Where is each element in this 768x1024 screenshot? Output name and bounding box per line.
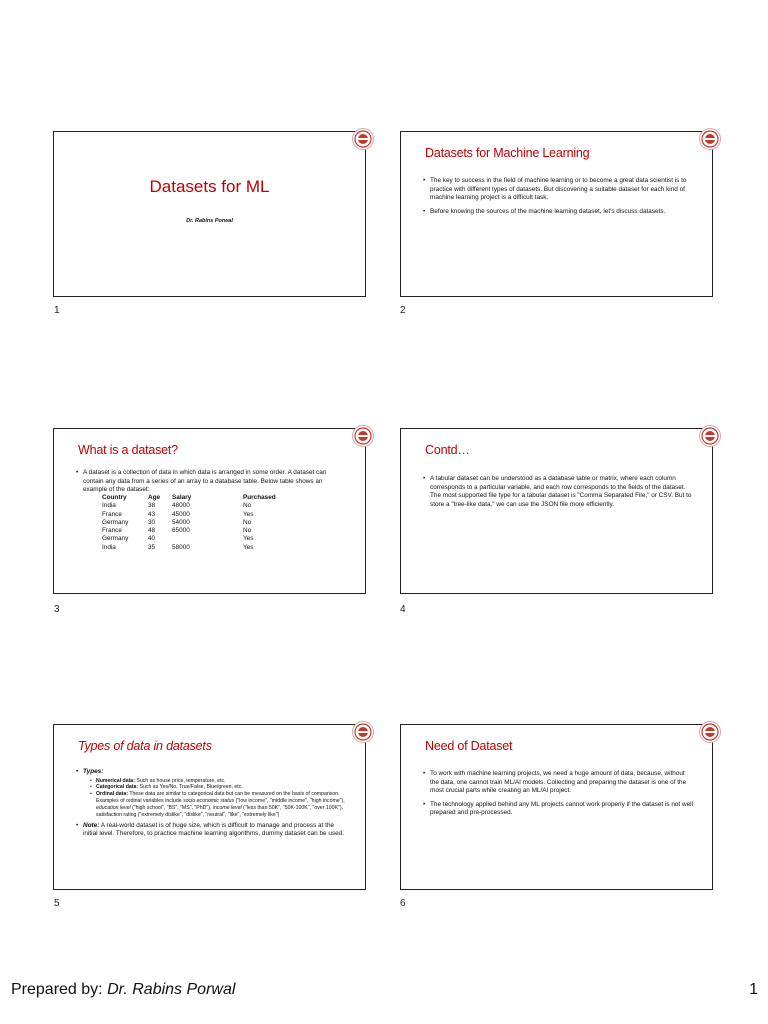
slide-number: 4: [400, 604, 406, 615]
table-cell: Germany: [102, 518, 129, 526]
slide-number: 6: [400, 898, 406, 909]
table-cell: 43: [148, 510, 156, 518]
page-footer: [11, 981, 235, 999]
university-logo-icon: [352, 128, 374, 150]
sub-bullet-item: [83, 778, 347, 785]
slide-4: [400, 428, 713, 594]
table-cell: 48000: [172, 502, 190, 510]
slide-number: 2: [400, 305, 406, 316]
table-cell: India: [102, 502, 116, 510]
table-cell: Germany: [102, 535, 129, 543]
bullet-item: • To work with machine learning projects, we need a huge amount of data, because, without the data, one cannot train ML/AI models. Collecting and preparing the dataset is one of the most crucial parts while creating an ML/AI project.: [423, 770, 694, 796]
slide-title: Datasets for Machine Learning: [425, 146, 590, 160]
slide-title: Datasets for ML: [149, 177, 270, 196]
table-row: [102, 527, 293, 535]
table-cell: 38: [148, 502, 156, 510]
bullet-list: [423, 770, 694, 823]
sub-bullet-italic: socio economic status: [183, 798, 235, 805]
sub-bullet-label: Ordinal data:: [96, 791, 128, 798]
table-cell: [172, 535, 243, 543]
note-text: A real-world dataset is of huge size, which is difficult to manage and process at the initial level. Therefore, to practice machine learning algorithms, dummy dataset can be used.: [83, 821, 344, 838]
table-cell: 35: [148, 543, 156, 551]
university-logo-icon: [699, 425, 721, 447]
sub-bullet-label: Numerical data:: [96, 777, 135, 784]
table-cell: France: [102, 510, 122, 518]
bullet-list: [423, 177, 694, 221]
table-row: [102, 519, 293, 527]
table-row: [102, 511, 293, 519]
types-label: Types:: [83, 768, 104, 775]
table-cell: 45000: [172, 510, 190, 518]
bullet-list: [76, 768, 347, 844]
university-logo-icon: [352, 721, 374, 743]
sub-bullet-item: [83, 784, 347, 791]
bullet-item: • The technology applied behind any ML projects cannot work properly if the dataset is not well prepared and pre-processed.: [423, 801, 694, 818]
column-header: Country: [102, 494, 127, 501]
table-cell: No: [243, 518, 252, 526]
university-logo-icon: [699, 128, 721, 150]
table-cell: No: [243, 527, 252, 535]
column-header: Salary: [172, 494, 192, 501]
slide-number: 3: [54, 604, 60, 615]
slide-6: [400, 724, 713, 890]
sub-bullet-italic: income level: [212, 804, 242, 811]
bullet-item: [76, 768, 347, 819]
university-logo-icon: [699, 721, 721, 743]
column-header: Age: [148, 494, 161, 501]
column-header: Purchased: [243, 494, 276, 501]
table-cell: India: [102, 543, 116, 551]
bullet-item: • Before knowing the sources of the machine learning dataset, let's discuss datasets.: [423, 208, 694, 217]
bullet-item: [76, 822, 347, 839]
sub-bullet-text: These data are similar to categorical data but can be measured on the basis of comparison. Examples of ordinal variables include: [96, 791, 340, 805]
table-header-row: [102, 494, 293, 502]
slide-author: Dr. Rabins Porwal: [186, 218, 233, 224]
table-cell: 48: [148, 527, 156, 535]
table-cell: Yes: [243, 535, 254, 543]
slide-title: Types of data in datasets: [78, 739, 212, 753]
table-cell: 58000: [172, 543, 190, 551]
footer-author: Dr. Rabins Porwal: [107, 981, 236, 998]
bullet-item: • A tabular dataset can be understood as a database table or matrix, where each column corresponds to a particular variable, and each row corresponds to the fields of the dataset. The most supported file type for a tabular dataset is "Comma Separated File," or CSV. But to store a "tree-like data," we can use the JSON file more efficiently.: [423, 475, 694, 509]
slide-title: Need of Dataset: [425, 739, 513, 753]
table-cell: 40: [148, 535, 156, 543]
table-cell: Yes: [243, 510, 254, 518]
university-logo-icon: [352, 425, 374, 447]
sub-bullet-text: ("low income", "middle income", "high income"),: [235, 798, 345, 805]
slide-title: Contd…: [425, 443, 470, 457]
note-label: Note:: [83, 821, 100, 829]
table-cell: 30: [148, 518, 156, 526]
slide-1: [53, 131, 366, 297]
sub-bullet-text: ("less than 50K", "50K-100K", "over 100K"), satisfaction rating ("extremely dislike", "dislike", "neutral", "like", "extremely like"): [96, 804, 343, 818]
table-cell: 65000: [172, 527, 190, 535]
sub-bullet-list: [83, 778, 347, 819]
table-cell: 54000: [172, 518, 190, 526]
slide-title: What is a dataset?: [78, 443, 178, 457]
table-row: [102, 544, 293, 552]
slide-number: 5: [54, 898, 60, 909]
table-cell: France: [102, 527, 122, 535]
dataset-table: [102, 494, 293, 552]
slide-3: [53, 428, 366, 594]
table-cell: No: [243, 502, 252, 510]
slide-2: [400, 131, 713, 297]
sub-bullet-text: ("high school", "BS", "MS", "PhD"),: [132, 804, 212, 811]
bullet-list: [423, 475, 694, 514]
table-cell: Yes: [243, 543, 254, 551]
table-row: [102, 535, 293, 543]
footer-prefix: Prepared by:: [11, 981, 108, 998]
bullet-item: • A dataset is a collection of data in which data is arranged in some order. A dataset can contain any data from a series of an array to a database table. Below table shows an example of the dataset:: [76, 469, 347, 495]
sub-bullet-item: [83, 791, 347, 818]
table-row: [102, 502, 293, 510]
sub-bullet-text: Such as house price, temperature, etc.: [136, 777, 226, 784]
sub-bullet-label: Categorical data:: [96, 784, 139, 791]
sub-bullet-text: Such as Yes/No, True/False, Blue/green, etc.: [139, 784, 243, 791]
bullet-item: • The key to success in the field of machine learning or to become a great data scientist is to practice with different types of datasets. But discovering a suitable dataset for each kind of machine learning project is a difficult task.: [423, 177, 694, 203]
sub-bullet-italic: education level: [96, 804, 131, 811]
slide-5: [53, 724, 366, 890]
page-number: 1: [749, 981, 758, 998]
slide-number: 1: [54, 305, 60, 316]
